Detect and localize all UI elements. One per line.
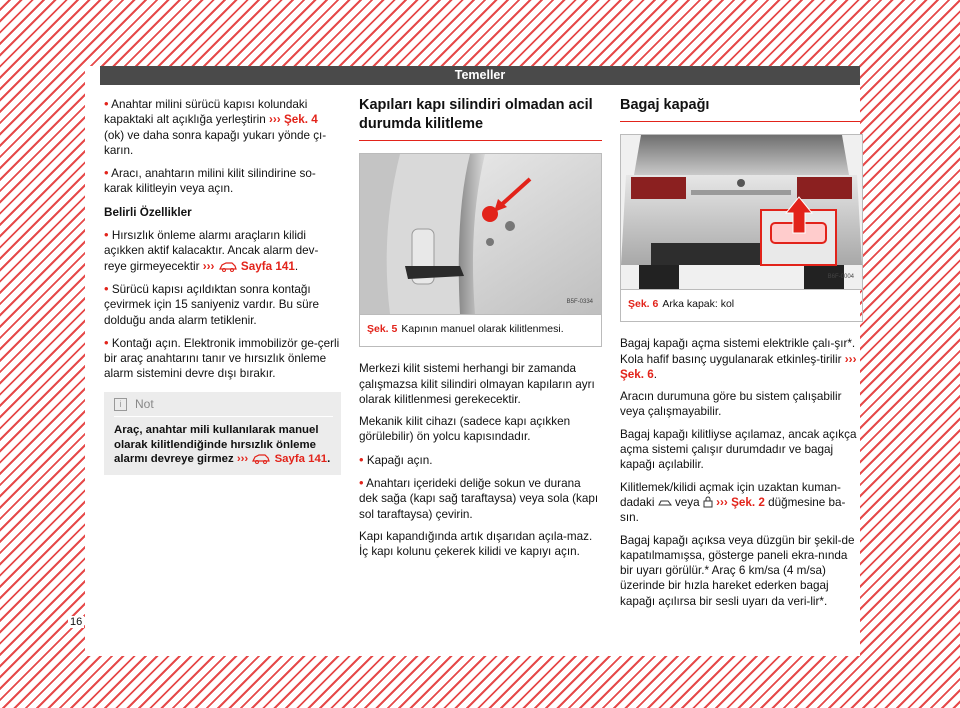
figure-5 [359,153,602,347]
tailgate-image [621,135,862,289]
caption-ref: Şek. 6 [628,298,659,310]
note-title: Not [135,396,154,411]
figure-link[interactable]: Şek. 6 [620,367,654,381]
text: Kapağı açın. [366,453,433,467]
text: veya [671,495,703,509]
bullet-icon: • [359,475,364,491]
page-header: Temeller [100,66,860,85]
text: Hırsızlık önleme alarmı araçların kilidi açıkken aktif kalacaktır. Ancak alarm dev-reye girmeyecektir [104,229,319,273]
note-header [114,392,333,417]
bullet-icon: • [104,227,109,243]
car-warning-icon [251,452,271,464]
paragraph: Bagaj kapağı kilitliyse açılamaz, ancak açıkça açma sistemi çalışır durumdadır ve bagaj kapağı açılabilir. [620,427,857,472]
column-left [104,96,341,475]
text: . [327,453,331,466]
text: Anahtar milini sürücü kapısı kolundaki kapaktaki alt açıklığa yerleştirin [104,98,308,127]
bullet-paragraph [104,227,341,274]
caption-text: Arka kapak: kol [662,298,735,310]
column-middle [359,96,602,567]
text: düğmesine ba-sın. [620,495,846,525]
car-unlock-icon [658,498,672,508]
caption-ref: Şek. 5 [367,323,398,335]
note-body [114,423,333,467]
bullet-paragraph [104,281,341,328]
page-number: 16 [70,616,83,628]
column-right [620,96,860,616]
bullet-paragraph [104,96,341,158]
car-warning-icon [218,260,238,272]
tailgate-illustration [621,135,862,289]
bullet-icon: • [359,451,364,467]
text: Kilitlemek/kilidi açmak için uzaktan kuman-dadaki [620,480,841,509]
bullet-paragraph [104,335,341,382]
paragraph [620,480,860,526]
section-title: Belirli Özellikler [104,205,192,219]
arrows: ››› [269,113,281,127]
bullet-icon: • [104,334,109,350]
paragraph: Bagaj kapağı açıksa veya düzgün bir şekil-de kapatılmamışsa, gösterge paneli ekra-nında bir uyarı görülür.* Araç 6 km/sa (4 m/sa) üzerinde bir hızla hareket ederken bagaj kapağı açılırsa bir sesli uyarı da veri-lir*. [620,533,855,608]
figure-link[interactable]: Şek. 2 [731,495,765,509]
section-heading: Bagaj kapağı [620,96,860,122]
text: Araç, anahtar mili kullanılarak manuel olarak kilitlendiğinde hırsızlık önleme alarmı devreye girmez [114,424,319,466]
bullet-icon: • [104,96,109,111]
arrows: ››› [236,453,249,466]
text: Sürücü kapısı açıldıktan sonra kontağı çevirmek için 15 saniyeniz vardır. Bu süre dolduğu anda alarm tetiklenir. [104,282,320,327]
door-lock-image [360,154,601,314]
bullet-paragraph [359,475,602,522]
paragraph: Kapı kapandığında artık dışarıdan açıla-maz. İç kapı kolunu çekerek kilidi ve kapıyı açın. [359,529,593,559]
text: Anahtarı içerideki deliğe sokun ve durana dek sağa (kapı sağ taraftaysa) veya sola (kapı sol taraftaysa) çevirin. [359,477,599,521]
paragraph: Merkezi kilit sistemi herhangi bir zamanda çalışmazsa kilit silindiri olmayan kapıların ayrı olarak kilitlenmesi gerekecektir. [359,362,595,406]
bullet-icon: • [104,165,109,181]
page-link[interactable]: Sayfa 141 [274,453,328,466]
figure-code: B6F-0004 [827,273,854,280]
paragraph: Mekanik kilit cihazı (sadece kapı açıkken görülebilir) ön yolcu kapısındadır. [359,415,571,444]
section-heading: Kapıları kapı silindiri olmadan acil durumda kilitleme [359,96,602,141]
text: Bagaj kapağı açma sistemi elektrikle çalı-şır*. Kola hafif basınç uygulanarak etkinleş-tirilir [620,337,856,366]
bullet-paragraph [104,165,341,197]
text: Kontağı açın. Elektronik immobilizör ge-çerli bir araç anahtarını tanır ve hırsızlık önleme alarm sistemini devre dışı bırakır. [104,336,340,381]
paragraph [620,336,860,382]
note-box [104,392,341,475]
bullet-paragraph [359,452,602,468]
arrows: ››› [716,495,728,509]
figure-code: B5F-0334 [566,298,593,305]
text: Aracı, anahtarın milini kilit silindirine so-karak kilitleyin veya açın. [104,167,316,196]
figure-link[interactable]: Şek. 4 [283,113,318,127]
text: (ok) ve daha sonra kapağı yukarı yönde çı-karın. [104,128,327,157]
arrows: ››› [844,352,857,366]
trunk-lock-icon [703,496,713,508]
text: . [294,259,299,273]
figure-caption [360,314,601,346]
arrows: ››› [202,259,215,273]
bullet-icon: • [104,280,109,296]
text: . [653,367,658,381]
figure-caption [621,289,862,321]
door-lock-illustration [360,154,601,314]
caption-text: Kapının manuel olarak kilitlenmesi. [401,323,564,335]
page-link[interactable]: Sayfa 141 [240,259,295,273]
figure-6 [620,134,863,322]
info-icon: i [114,398,127,411]
paragraph: Aracın durumuna göre bu sistem çalışabilir veya çalışmayabilir. [620,390,842,419]
